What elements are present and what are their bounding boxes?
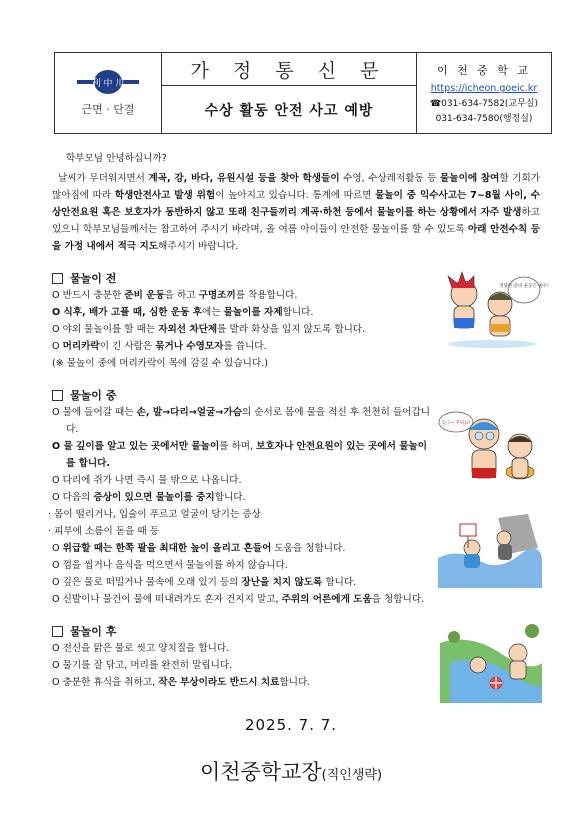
list-item bbox=[52, 321, 432, 338]
text-run: O 전신을 맑은 물로 씻고 양치질을 합니다. bbox=[52, 643, 230, 654]
emblem-text: 利 中 川 bbox=[91, 79, 125, 89]
text-run: O 껌을 씹거나 음식을 먹으면서 물놀이를 하지 않습니다. bbox=[52, 560, 288, 571]
emphasis-text: 계곡, 강, 바다, 유원시설 등을 찾아 학생들이 bbox=[148, 173, 340, 184]
list-item bbox=[52, 355, 432, 372]
text-run: 의 순서로 몸에 물을 적신 후 천천히 들어갑니다. bbox=[66, 407, 431, 435]
text-run: 할 기회가 많아짐에 따라 bbox=[52, 173, 540, 201]
text-run: O 물에 들어갈 때는 bbox=[52, 407, 137, 418]
signature-name: 이천중학교장 bbox=[199, 760, 322, 784]
text-run: 합니다. bbox=[282, 307, 314, 318]
phone-office: ☎031-634-7582(교무실) bbox=[429, 99, 539, 109]
emphasis-text: 머리카락 bbox=[62, 341, 100, 352]
emphasis-text: 학생안전사고 발생 위험 bbox=[114, 190, 216, 201]
list-item bbox=[52, 674, 432, 691]
signature-note: (직인생략) bbox=[321, 768, 383, 783]
checkbox-icon bbox=[52, 390, 63, 401]
list-item bbox=[52, 438, 432, 472]
school-logo-cell bbox=[55, 53, 162, 133]
text-run: 합니다. bbox=[214, 492, 246, 503]
section-heading bbox=[52, 387, 540, 404]
section-title: 물놀이 전 bbox=[70, 272, 117, 285]
bubble-cold-text: 엄구~ 추워요! bbox=[441, 421, 471, 426]
text-run: 을 하고 bbox=[164, 290, 199, 301]
letter-date: 2025. 7. 7. bbox=[244, 716, 338, 734]
school-motto: 근면 · 단결 bbox=[81, 103, 135, 116]
list-item bbox=[52, 557, 432, 574]
text-run: 를 씁니다. bbox=[223, 341, 267, 352]
warmup-kids-illustration bbox=[442, 268, 549, 350]
emphasis-text: 작은 부상이라도 반드시 치료 bbox=[158, 677, 280, 688]
bubble-warmup-text: 적당한 준비 운동은 필수! bbox=[499, 284, 549, 289]
text-run: O 깊은 물로 떠밀거나 물속에 오래 있기 등의 bbox=[52, 577, 242, 588]
school-url-link[interactable]: https://icheon.goeic.kr bbox=[430, 83, 538, 94]
text-run: 를 발라 화상을 입지 않도록 합니다. bbox=[217, 324, 366, 335]
intro-paragraph bbox=[52, 170, 540, 255]
list-item bbox=[52, 404, 432, 438]
newsletter-subtitle: 수상 활동 안전 사고 예방 bbox=[204, 102, 374, 119]
principal-signature bbox=[0, 756, 582, 786]
list-item bbox=[52, 489, 432, 506]
checkbox-icon bbox=[52, 273, 63, 284]
school-contact-cell bbox=[417, 53, 551, 133]
title-cell bbox=[162, 53, 417, 133]
text-run: · 몸이 떨리거나, 입술이 푸르고 얼굴이 당기는 증상 bbox=[48, 509, 261, 520]
list-item bbox=[52, 287, 432, 304]
emphasis-text: 물놀이 중 익수사고는 7~8월 사이, 수상안전요원 혹은 보호자가 동반하지 않고 또래 친구들끼리 계곡·하천 등에서 물놀이를 하는 상황에서 자주 발생 bbox=[52, 190, 540, 218]
emphasis-text: 구명조끼 bbox=[198, 290, 236, 301]
text-run: O bbox=[52, 341, 63, 352]
text-run: 를 하며, bbox=[219, 441, 257, 452]
emphasis-text: O 물 깊이를 알고 있는 곳에서만 물놀이 bbox=[52, 441, 220, 452]
section-list bbox=[52, 640, 432, 691]
text-run: 합니다. bbox=[322, 577, 357, 588]
emphasis-text: 물놀이에 참여 bbox=[440, 173, 500, 184]
text-run: 수영, 수상레저활동 등 bbox=[339, 173, 441, 184]
section-list bbox=[48, 404, 432, 608]
newsletter-header bbox=[54, 52, 552, 134]
cold-kids-illustration bbox=[436, 410, 542, 492]
text-run: 합니다. bbox=[279, 677, 311, 688]
text-run: · 피부에 소름이 돋을 때 등 bbox=[48, 526, 159, 537]
text-run: O 물기를 잘 닦고, 머리를 완전히 말립니다. bbox=[52, 660, 233, 671]
text-run: O 신발이나 물건이 물에 떠내려가도 혼자 건지지 말고, bbox=[52, 594, 282, 605]
section-list bbox=[52, 287, 432, 372]
text-run: 해주시기 바랍니다. bbox=[158, 241, 239, 252]
list-item bbox=[48, 523, 432, 540]
list-item bbox=[52, 657, 432, 674]
text-run: O 다음의 bbox=[52, 492, 94, 503]
text-run: O 다리에 쥐가 나면 즉시 물 밖으로 나옵니다. bbox=[52, 475, 242, 486]
emphasis-text: 위급할 때는 한쪽 팔을 최대한 높이 올리고 흔들어 bbox=[62, 543, 272, 554]
list-item bbox=[48, 506, 432, 523]
list-item bbox=[52, 304, 432, 321]
checkbox-icon bbox=[52, 626, 63, 637]
section-title: 물놀이 중 bbox=[70, 389, 117, 402]
emphasis-text: 아래 안전수칙 등을 가정 내에서 적극 지도 bbox=[52, 224, 540, 252]
list-item bbox=[52, 338, 432, 355]
rescue-illustration bbox=[438, 508, 542, 588]
text-run: 날씨가 무더워지면서 bbox=[58, 173, 149, 184]
text-run: O 야외 물놀이를 할 때는 bbox=[52, 324, 159, 335]
text-run: 하고 있으니 학부모님들께서는 참고하여 주시기 바라며, 올 여름 아이들이 안전한 물놀이를 할 수 있도록 bbox=[52, 207, 540, 235]
school-name: 이 천 중 학 교 bbox=[436, 64, 532, 77]
text-run: (※ 물놀이 중에 머리카락이 목에 감길 수 있습니다.) bbox=[52, 358, 269, 369]
text-run: 도움을 청합니다. bbox=[271, 543, 346, 554]
list-item bbox=[52, 591, 432, 608]
text-run: O 반드시 충분한 bbox=[52, 290, 125, 301]
list-item bbox=[52, 574, 432, 591]
emphasis-text: 주위의 어른에게 도움 bbox=[281, 594, 372, 605]
text-run: O bbox=[52, 543, 63, 554]
greeting: 학부모님 안녕하십니까? bbox=[66, 153, 167, 164]
text-run: 이 높아지고 있습니다. 통계에 따르면 bbox=[215, 190, 376, 201]
emphasis-text: 준비 운동 bbox=[124, 290, 165, 301]
emphasis-text: O 식후, 배가 고플 때, 심한 운동 후 bbox=[52, 307, 203, 318]
emphasis-text: 장난을 치지 않도록 bbox=[241, 577, 323, 588]
list-item bbox=[52, 540, 432, 557]
text-run: 에는 bbox=[202, 307, 224, 318]
emphasis-text: 손, 발→다리→얼굴→가슴 bbox=[136, 407, 242, 418]
text-run: 이 긴 사람은 bbox=[99, 341, 156, 352]
section-title: 물놀이 후 bbox=[70, 625, 117, 638]
emphasis-text: 증상이 있으면 물놀이를 중지 bbox=[93, 492, 215, 503]
list-item bbox=[52, 640, 432, 657]
text-run: 를 착용합니다. bbox=[235, 290, 298, 301]
emphasis-text: 물놀이를 자제 bbox=[223, 307, 283, 318]
school-emblem-icon bbox=[73, 69, 143, 95]
text-run: 을 청합니다. bbox=[371, 594, 425, 605]
text-run: O 충분한 휴식을 취하고, bbox=[52, 677, 159, 688]
newsletter-title: 가 정 통 신 문 bbox=[162, 53, 416, 86]
emphasis-text: 묶거나 수영모자 bbox=[155, 341, 224, 352]
emphasis-text: 보호자나 안전요원이 있는 곳에서 물놀이를 합니다. bbox=[66, 441, 428, 469]
phone-admin: 031-634-7580(행정실) bbox=[435, 114, 533, 124]
emphasis-text: 자외선 차단제 bbox=[158, 324, 218, 335]
after-swim-illustration bbox=[440, 613, 542, 703]
list-item bbox=[52, 472, 432, 489]
